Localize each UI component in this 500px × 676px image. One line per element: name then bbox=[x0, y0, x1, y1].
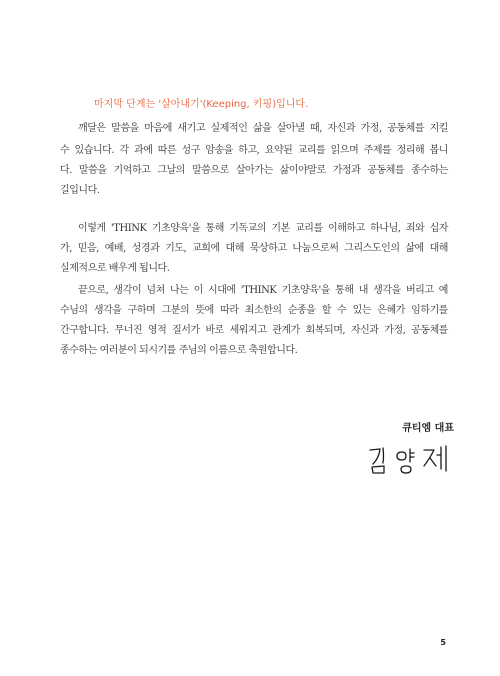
paragraph-line: 끝으로, 생각이 넘쳐 나는 이 시대에 'THINK 기초양육'을 통해 내 생각을 버리고 예 bbox=[78, 285, 448, 296]
paragraph-closing bbox=[60, 284, 448, 358]
paragraph-line: 수님의 생각을 구하며 그분의 뜻에 따라 최소한의 순종을 할 수 있는 은혜가 임하기를 bbox=[60, 305, 448, 316]
paragraph-line: 길입니다. bbox=[60, 185, 100, 196]
paragraph-line: 수 있습니다. 각 과에 따른 성구 암송을 하고, 요약된 교리를 읽으며 주제를 정리해 봅니 bbox=[60, 145, 448, 156]
paragraph-keeping bbox=[60, 122, 448, 196]
paragraph-line: 다. 말씀을 기억하고 그날의 말씀으로 살아가는 삶이야말로 가정과 공동체를 종수하는 bbox=[60, 165, 448, 176]
paragraph-line: 가, 믿음, 예배, 성경과 기도, 교회에 대해 묵상하고 나눔으로써 그리스도인의 삶에 대해 bbox=[60, 243, 448, 254]
paragraph-think bbox=[60, 222, 448, 276]
page-number: 5 bbox=[440, 638, 446, 647]
section-heading: 마지막 단계는 '살아내기'(Keeping, 키핑)입니다. bbox=[94, 99, 309, 110]
paragraph-line: 간구합니다. 무너진 영적 질서가 바로 세워지고 관계가 회복되며, 자신과 가정, 공동체를 bbox=[60, 325, 448, 336]
handwritten-signature bbox=[366, 442, 458, 476]
signature-title: 큐티엠 대표 bbox=[402, 423, 454, 434]
paragraph-line: 실제적으로 배우게 됩니다. bbox=[60, 263, 170, 274]
paragraph-line: 깨달은 말씀을 마음에 새기고 실제적인 삶을 살아낼 때, 자신과 가정, 공동체를 지킬 bbox=[78, 123, 448, 134]
paragraph-line: 종수하는 여러분이 되시기를 주님의 이름으로 축원합니다. bbox=[60, 345, 298, 356]
paragraph-line: 이렇게 'THINK 기초양육'을 통해 기독교의 기본 교리를 이해하고 하나님, 죄와 십자 bbox=[78, 223, 448, 234]
